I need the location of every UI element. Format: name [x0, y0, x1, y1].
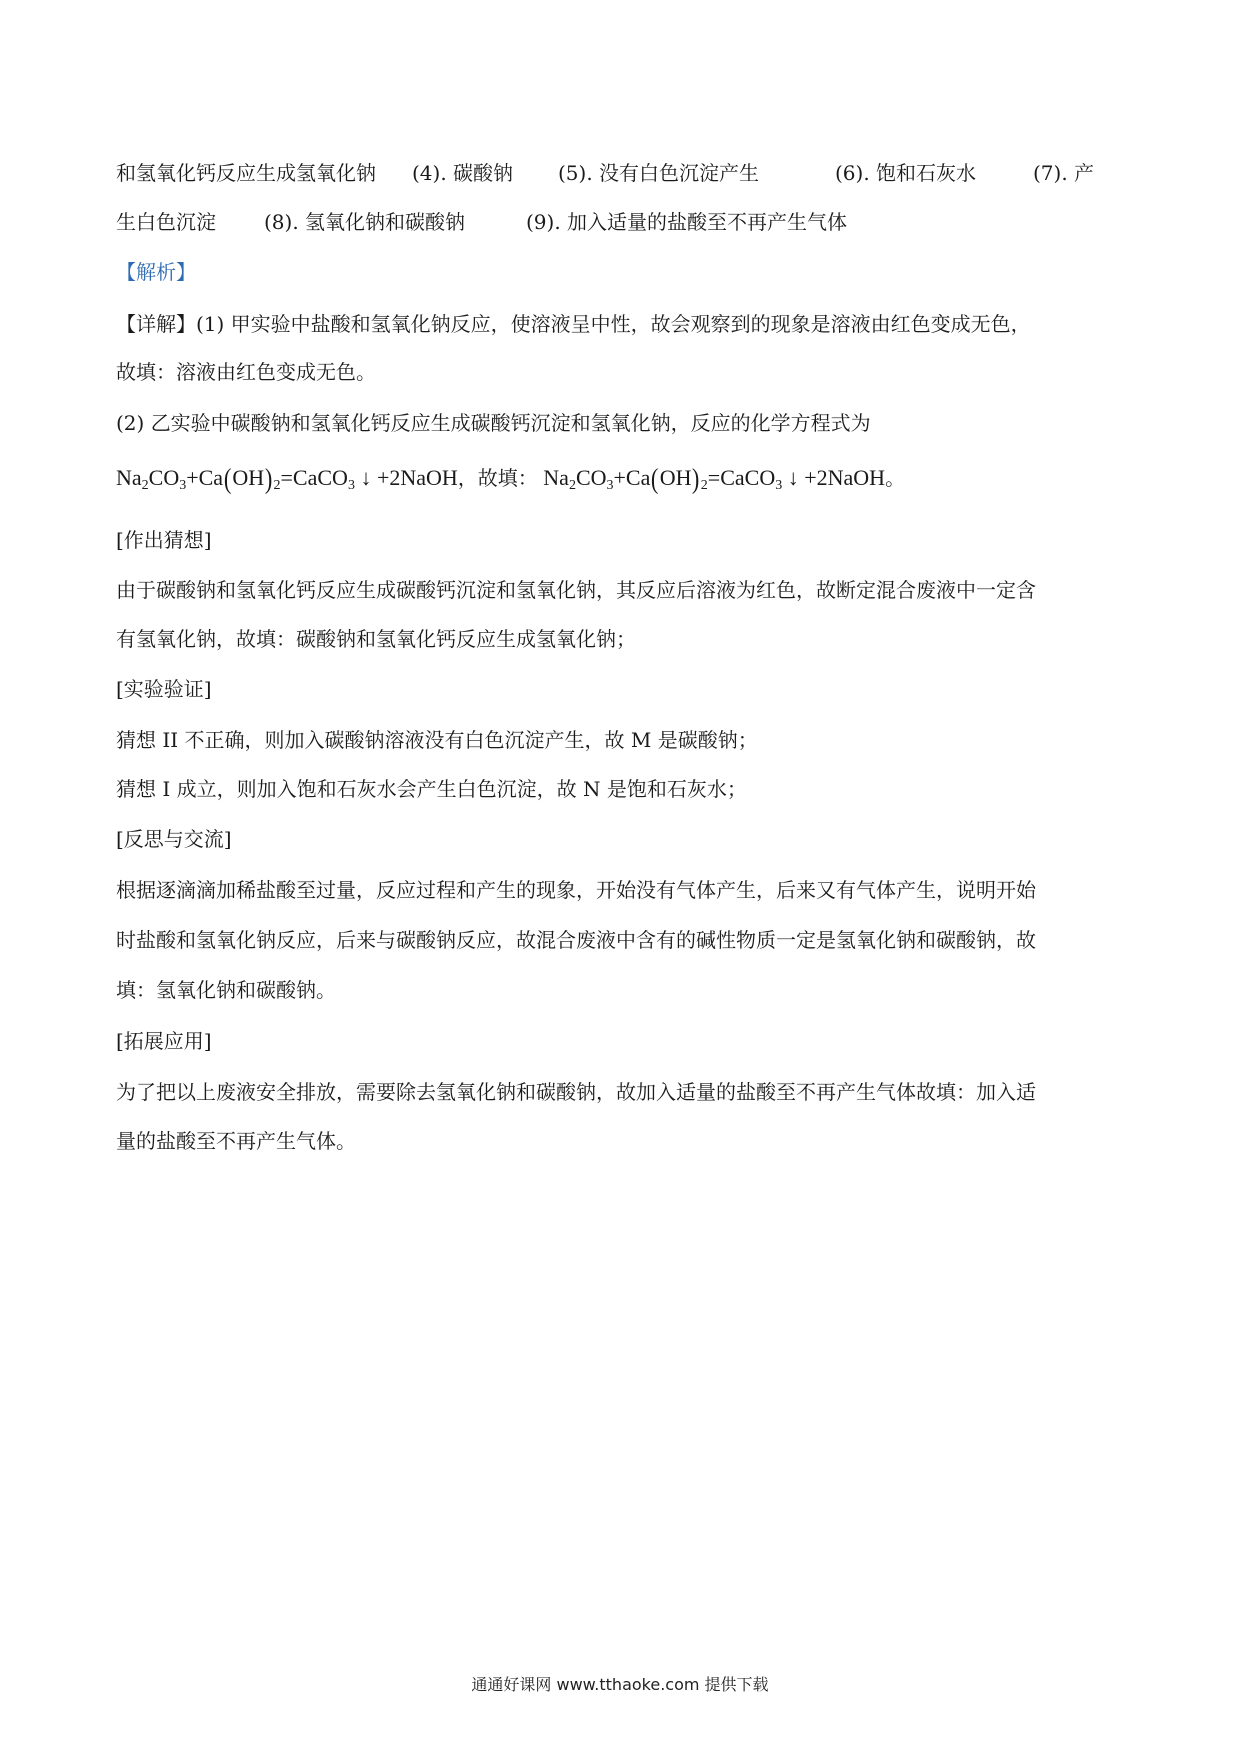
- verify-line-1: 猜想 II 不正确，则加入碳酸钠溶液没有白色沉淀产生，故 M 是碳酸钠；: [116, 728, 758, 752]
- guess-heading: [作出猜想]: [116, 528, 212, 552]
- reflect-line-3: 填：氢氧化钠和碳酸钠。: [116, 978, 336, 1002]
- verify-line-2: 猜想 I 成立，则加入饱和石灰水会产生白色沉淀，故 N 是饱和石灰水；: [116, 777, 747, 801]
- chemical-equation-1: $Na_2CO_3+Ca(OH)_2=CaCO_3$ ↓ +2NaOH: [116, 464, 458, 495]
- detail-p2-line1: (2) 乙实验中碳酸钠和氢氧化钙反应生成碳酸钙沉淀和氢氧化钠，反应的化学方程式为: [116, 411, 871, 435]
- guess-line-1: 由于碳酸钠和氢氧化钙反应生成碳酸钙沉淀和氢氧化钠，其反应后溶液为红色，故断定混合废液中一定含: [116, 578, 1036, 602]
- equation-end: 。: [885, 466, 906, 490]
- extend-line-2: 量的盐酸至不再产生气体。: [116, 1129, 356, 1153]
- answer-8: (8). 氢氧化钠和碳酸钠: [264, 210, 466, 234]
- guess-line-2: 有氢氧化钠，故填：碳酸钠和氢氧化钙反应生成氢氧化钠；: [116, 627, 636, 651]
- analysis-heading: 【解析】: [116, 260, 196, 284]
- answer-7-tail: 生白色沉淀: [116, 210, 216, 234]
- reflect-line-2: 时盐酸和氢氧化钠反应，后来与碳酸钠反应，故混合废液中含有的碱性物质一定是氢氧化钠和碳酸钠，故: [116, 928, 1036, 952]
- answer-4: (4). 碳酸钠: [412, 161, 514, 185]
- verify-heading: [实验验证]: [116, 677, 212, 701]
- chemical-equation-2: $Na_2CO_3+Ca(OH)_2=CaCO_3$ ↓ +2NaOH: [543, 464, 886, 495]
- answers-line-2: [116, 207, 1126, 237]
- answer-9: (9). 加入适量的盐酸至不再产生气体: [526, 210, 848, 234]
- extend-line-1: 为了把以上废液安全排放，需要除去氢氧化钠和碳酸钠，故加入适量的盐酸至不再产生气体故填：加入适: [116, 1080, 1036, 1104]
- equation-separator: ，故填：: [457, 466, 538, 490]
- answers-line-1: [116, 158, 1126, 188]
- detail-p1-line1: 【详解】(1) 甲实验中盐酸和氢氧化钠反应，使溶液呈中性，故会观察到的现象是溶液由红色变成无色，: [116, 312, 1031, 336]
- reflect-line-1: 根据逐滴滴加稀盐酸至过量，反应过程和产生的现象，开始没有气体产生，后来又有气体产生，说明开始: [116, 878, 1036, 902]
- equation-line: [116, 463, 1126, 501]
- answer-5: (5). 没有白色沉淀产生: [558, 161, 760, 185]
- extend-heading: [拓展应用]: [116, 1029, 212, 1053]
- answer-3-tail: 和氢氧化钙反应生成氢氧化钠: [116, 161, 376, 185]
- answer-6: (6). 饱和石灰水: [835, 161, 977, 185]
- answer-7-head: (7). 产: [1033, 161, 1095, 185]
- detail-p1-line2: 故填：溶液由红色变成无色。: [116, 360, 376, 384]
- reflect-heading: [反思与交流]: [116, 827, 232, 851]
- footer-watermark: 通通好课网 www.tthaoke.com 提供下载: [471, 1675, 769, 1694]
